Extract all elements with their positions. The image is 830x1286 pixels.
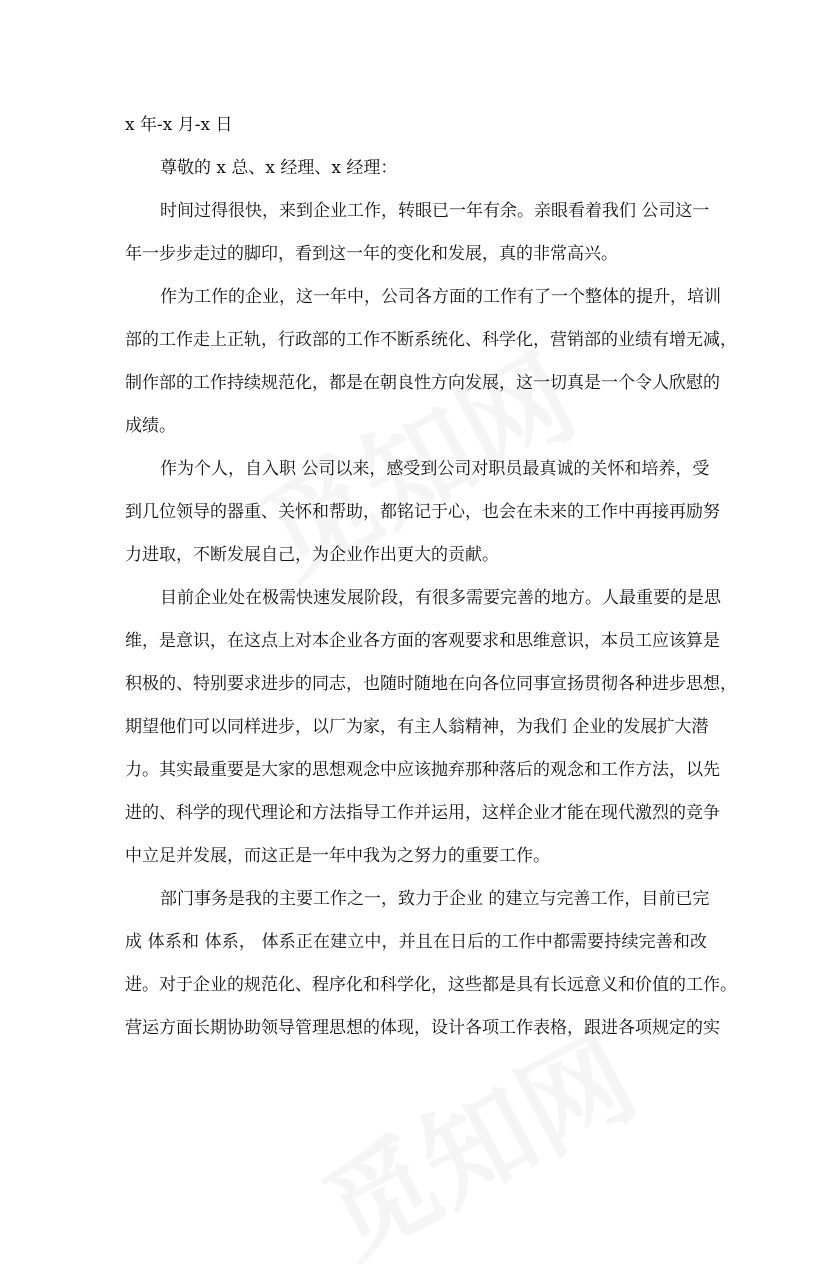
paragraph-line: 成 体系和 体系， 体系正在建立中，并且在日后的工作中都需要持续完善和改 [125,932,707,952]
paragraph-line: 部门事务是我的主要工作之一，致力于企业 的建立与完善工作，目前已完 [160,889,710,909]
paragraph-line: 营运方面长期协助领导管理思想的体现，设计各项工作表格，跟进各项规定的实 [125,1018,720,1038]
paragraph-line: 作为工作的企业，这一年中，公司各方面的工作有了一个整体的提升，培训 [160,287,721,307]
paragraph-line: 目前企业处在极需快速发展阶段，有很多需要完善的地方。人最重要的是思 [160,588,721,608]
paragraph-line: 期望他们可以同样进步，以厂为家，有主人翁精神，为我们 企业的发展扩大潜 [125,717,709,737]
date-line: x 年-x 月-x 日 [125,115,233,135]
paragraph-line: 力。其实最重要是大家的思想观念中应该抛弃那种落后的观念和工作方法，以先 [125,760,720,780]
paragraph-line: 中立足并发展，而这正是一年中我为之努力的重要工作。 [125,846,550,866]
paragraph-line: 部的工作走上正轨，行政部的工作不断系统化、科学化，营销部的业绩有增无减， [125,330,737,350]
salutation: 尊敬的 x 总、x 经理、x 经理： [160,158,398,178]
paragraph-line: 力进取，不断发展自己，为企业作出更大的贡献。 [125,545,499,565]
paragraph-line: 进的、科学的现代理论和方法指导工作并运用，这样企业才能在现代激烈的竞争 [125,803,720,823]
paragraph-line: 时间过得很快，来到企业工作，转眼已一年有余。亲眼看着我们 公司这一 [160,201,710,221]
paragraph-line: 到几位领导的器重、关怀和帮助，都铭记于心，也会在未来的工作中再接再励努 [125,502,720,522]
paragraph-line: 作为个人，自入职 公司以来，感受到公司对职员最真诚的关怀和培养，受 [160,459,710,479]
paragraph-line: 维，是意识，在这点上对本企业各方面的客观要求和思维意识，本员工应该算是 [125,631,720,651]
paragraph-line: 成绩。 [125,416,176,436]
paragraph-line: 积极的、特别要求进步的同志，也随时随地在向各位同事宣扬贯彻各种进步思想， [125,674,737,694]
paragraph-line: 制作部的工作持续规范化，都是在朝良性方向发展，这一切真是一个令人欣慰的 [125,373,720,393]
paragraph-line: 年一步步走过的脚印，看到这一年的变化和发展，真的非常高兴。 [125,244,618,264]
paragraph-line: 进。对于企业的规范化、程序化和科学化，这些都是具有长远意义和价值的工作。 [125,975,737,995]
